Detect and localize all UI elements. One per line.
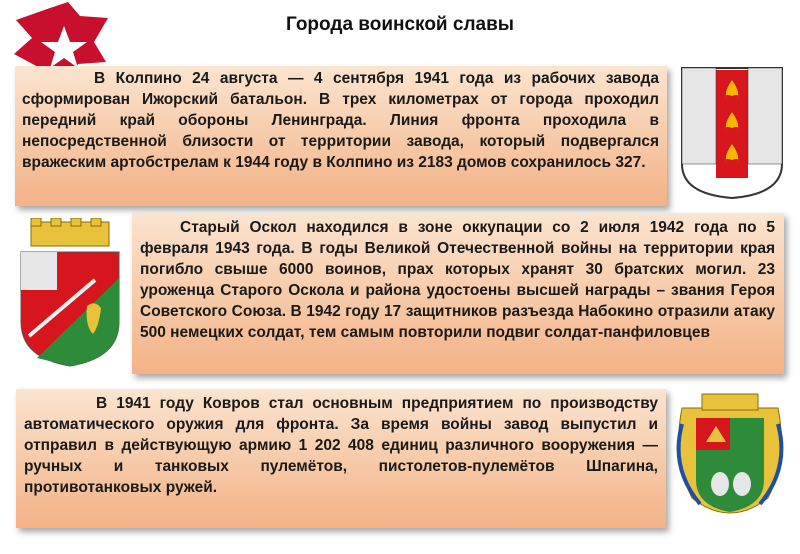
page-title: Города воинской славы	[286, 14, 514, 35]
panel-kovrov	[16, 389, 666, 528]
panel-kolpino-text: В Колпино 24 августа — 4 сентября 1941 года из рабочих завода сформирован Ижорский батальон. В трех километрах от города проходил передний край обороны Ленинграда. Линия фронта проходила в непосредственной близости от территории завода, который подвергался вражеским артобстрелам к 1944 году в Колпино из 2183 домов сохранилось 327.	[22, 70, 659, 171]
panel-stary-oskol	[132, 213, 784, 374]
stary-oskol-coat-of-arms	[17, 218, 123, 368]
kovrov-coat-of-arms	[672, 388, 788, 528]
panel-kovrov-text: В 1941 году Ковров стал основным предприятием по производству автоматического оружия для фронта. За время войны завод выпустил и отправил в действующую армию 1 202 408 единиц различного вооружения — ручных и танковых пулемётов, пистолетов-пулемётов Шпагина, противотанковых ружей.	[24, 395, 658, 496]
panel-stary-oskol-text: Старый Оскол находился в зоне оккупации со 2 июля 1942 года по 5 февраля 1943 года. В годы Великой Отечественной войны на территории края погибло свыше 6000 воинов, прах которых хранят 30 братских могил. 23 уроженца Старого Оскола и района удостоены высшей награды – звания Героя Советского Союза. В 1942 году 17 защитников разъезда Набокино отразили атаку 500 немецких солдат, тем самым повторили подвиг солдат-панфиловцев	[140, 219, 775, 341]
panel-kolpino	[15, 66, 667, 206]
kolpino-coat-of-arms	[678, 64, 786, 200]
